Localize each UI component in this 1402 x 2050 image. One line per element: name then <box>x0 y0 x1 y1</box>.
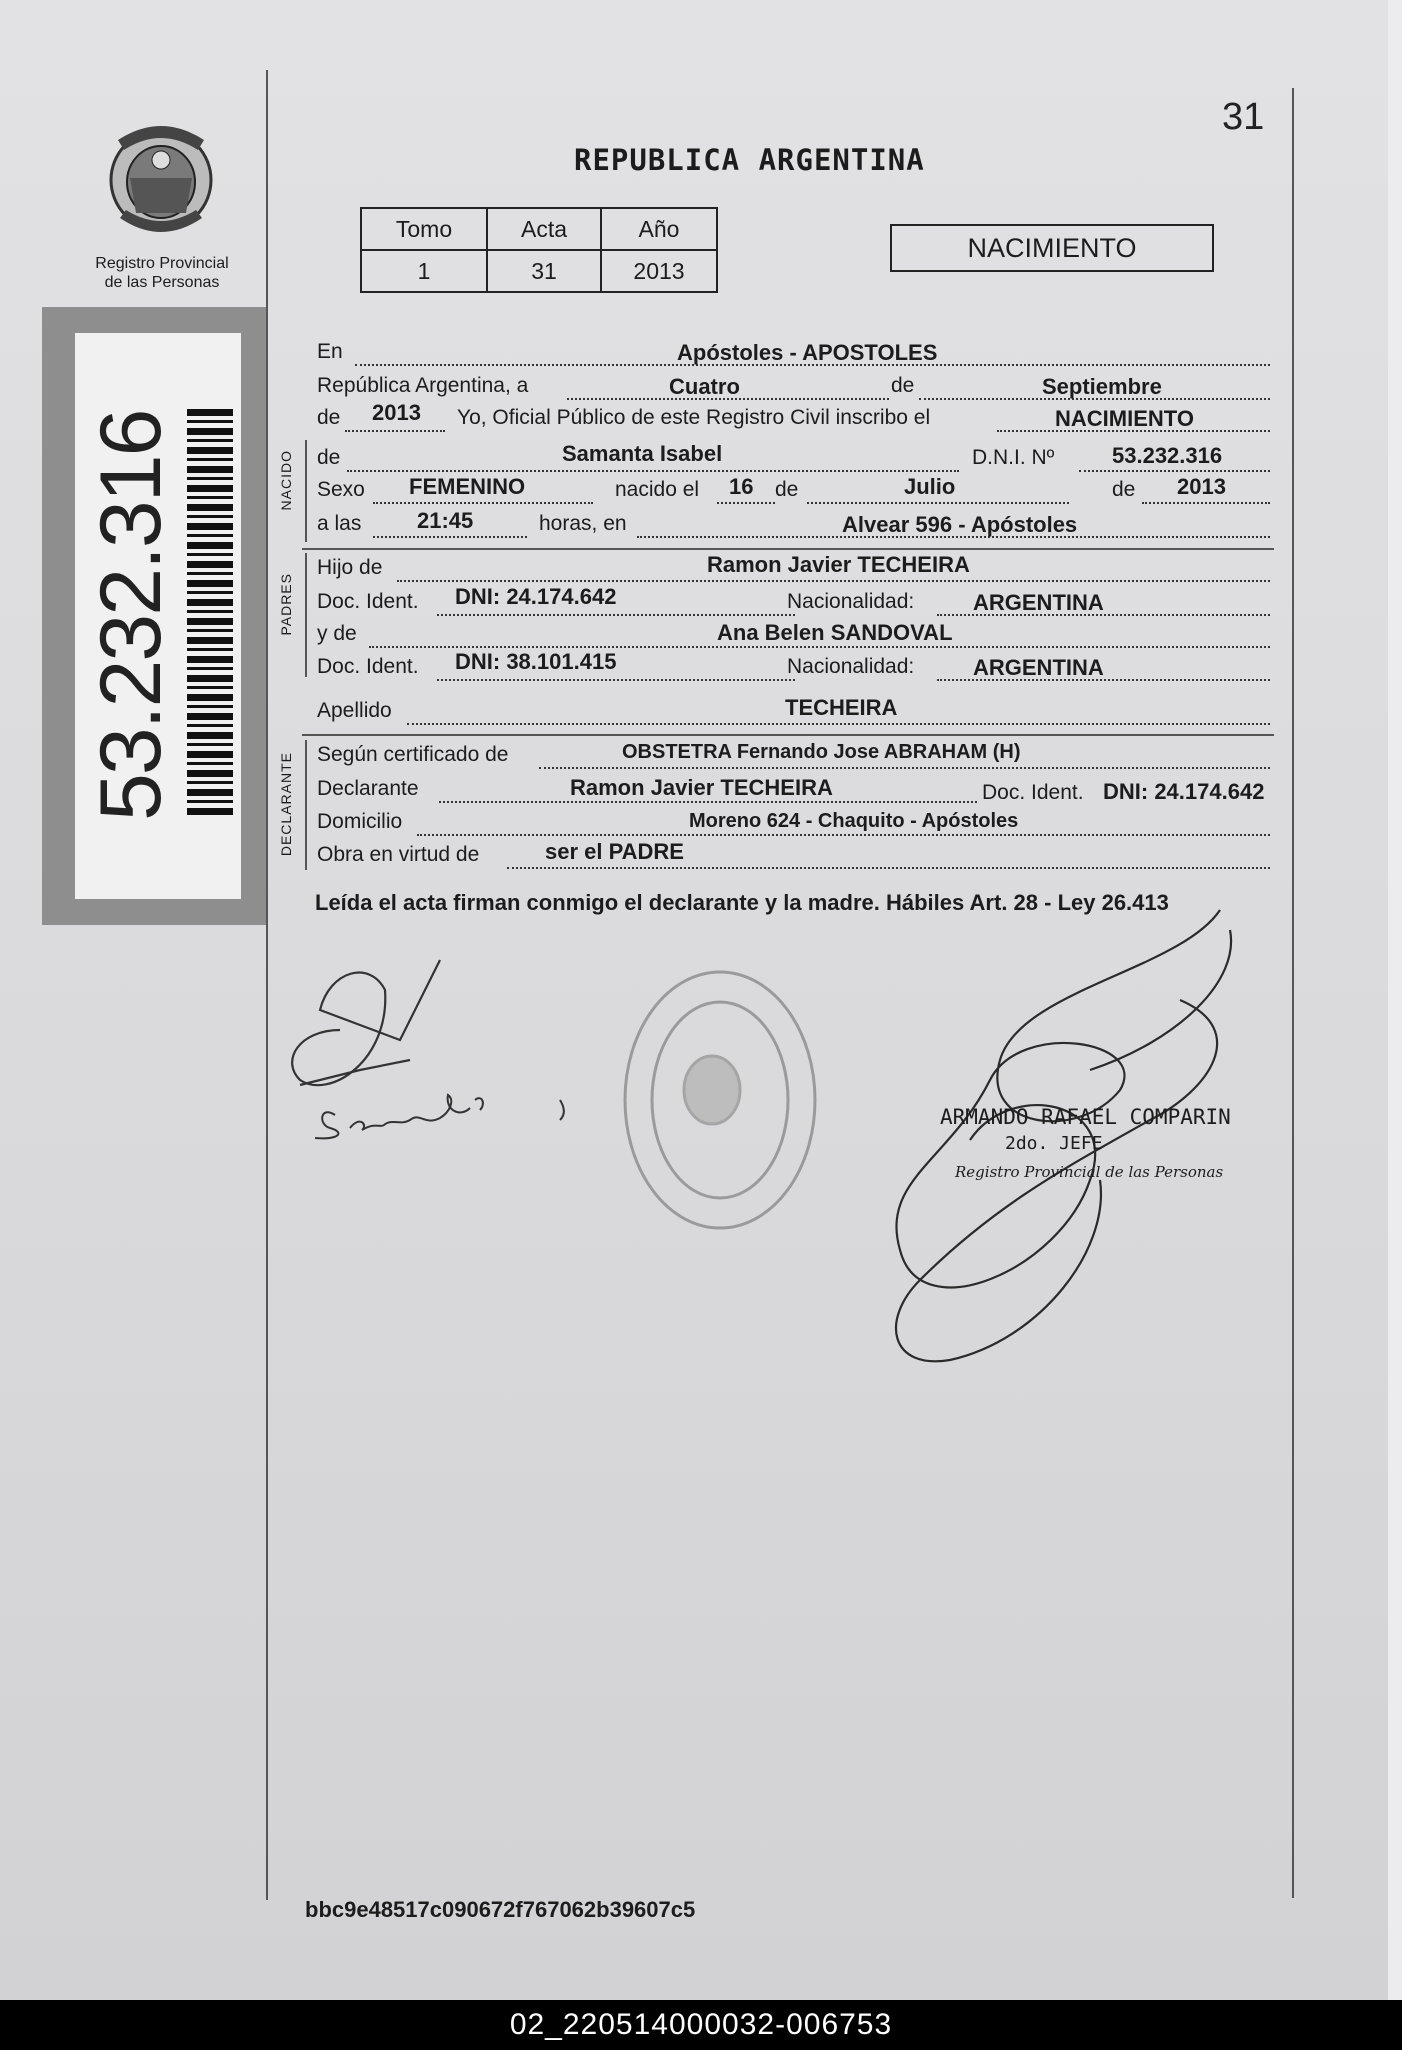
stamp-number: 53.232.316 <box>83 410 179 822</box>
declarant-address: Moreno 624 - Chaquito - Apóstoles <box>689 810 1019 832</box>
registry-caption <box>82 254 242 292</box>
birth-place: Alvear 596 - Apóstoles <box>842 512 1078 537</box>
sexo-value: FEMENINO <box>409 474 526 499</box>
closing-statement: Leída el acta firman conmigo el declarante y la madre. Hábiles Art. 28 - Ley 26.413 <box>315 890 1169 915</box>
nacido-label: nacido el <box>615 478 700 501</box>
dotted-line <box>373 502 593 504</box>
child-name: Samanta Isabel <box>562 441 723 466</box>
row-apellido <box>317 695 1272 729</box>
year-text: Yo, Oficial Público de este Registro Civil inscribo el <box>457 406 931 429</box>
mother-name: Ana Belen SANDOVAL <box>717 620 953 645</box>
registry-caption-line1: Registro Provincial <box>95 255 229 272</box>
father-dni: DNI: 24.174.642 <box>455 584 617 609</box>
section-label-padres: PADRES <box>278 573 294 636</box>
row-republica <box>317 374 1272 404</box>
declarante-label: Declarante <box>317 777 419 800</box>
declarant-name: Ramon Javier TECHEIRA <box>570 775 833 800</box>
row-declarante <box>317 777 1272 807</box>
birth-de2: de <box>1112 478 1136 501</box>
republica-label: República Argentina, a <box>317 374 529 397</box>
section-label-declarante: DECLARANTE <box>278 752 294 857</box>
dotted-line <box>1142 502 1270 504</box>
dotted-line <box>347 470 959 472</box>
row-hora <box>317 508 1272 542</box>
row-doc-father <box>317 584 1272 620</box>
y-de-label: y de <box>317 622 357 645</box>
birth-de1: de <box>775 478 799 501</box>
security-stamp <box>42 307 266 925</box>
page-title: REPUBLICA ARGENTINA <box>574 143 925 177</box>
dotted-line <box>1079 470 1270 472</box>
year-value: 2013 <box>372 400 421 425</box>
surname: TECHEIRA <box>785 695 898 720</box>
official-name: ARMANDO RAFAEL COMPARIN <box>940 1105 1231 1129</box>
section-bar-nacido <box>305 440 307 542</box>
anio-header: Año <box>601 208 717 250</box>
segun-label: Según certificado de <box>317 743 509 766</box>
birth-year: 2013 <box>1177 474 1226 499</box>
republica-de: de <box>891 374 915 397</box>
acta-value: 31 <box>487 250 601 292</box>
child-dni: 53.232.316 <box>1112 443 1223 468</box>
dotted-line <box>417 834 1270 836</box>
record-type-box: NACIMIENTO <box>890 224 1214 272</box>
barcode <box>187 409 233 819</box>
left-margin-line <box>266 70 268 1900</box>
misiones-crest-icon <box>100 118 222 243</box>
footer-id: 02_220514000032-006753 <box>509 2008 893 2041</box>
hijo-de-label: Hijo de <box>317 556 383 579</box>
row-domicilio <box>317 810 1272 840</box>
domicilio-label: Domicilio <box>317 810 403 833</box>
row-doc-mother <box>317 649 1272 685</box>
sexo-label: Sexo <box>317 478 365 501</box>
section-label-nacido: NACIDO <box>278 450 294 511</box>
row-sexo <box>317 474 1272 508</box>
document-hash: bbc9e48517c090672f767062b39607c5 <box>305 1897 696 1922</box>
footer-id-bar <box>0 2000 1402 2050</box>
row-obra <box>317 839 1272 873</box>
hora-label: a las <box>317 512 362 535</box>
anio-value: 2013 <box>601 250 717 292</box>
dotted-line <box>407 723 1270 725</box>
separator-2 <box>302 734 1274 736</box>
acta-header: Acta <box>487 208 601 250</box>
record-table-header <box>361 208 717 250</box>
doc1-label: Doc. Ident. <box>317 590 419 613</box>
page-number: 31 <box>1222 96 1265 138</box>
year-de: de <box>317 406 341 429</box>
dotted-line <box>507 867 1270 869</box>
declarant-dni: DNI: 24.174.642 <box>1103 779 1265 804</box>
stamp-inner <box>75 333 241 899</box>
row-en <box>317 340 1272 370</box>
row-year <box>317 400 1272 436</box>
declarant-role: ser el PADRE <box>545 839 684 864</box>
dotted-line <box>807 502 1069 504</box>
tomo-value: 1 <box>361 250 487 292</box>
registry-caption-line2: de las Personas <box>104 274 220 291</box>
dotted-line <box>437 614 795 616</box>
row-segun <box>317 743 1272 773</box>
right-margin-line <box>1292 88 1294 1898</box>
en-value: Apóstoles - APOSTOLES <box>677 340 938 365</box>
dotted-line <box>345 430 445 432</box>
mother-nationality: ARGENTINA <box>973 655 1104 680</box>
birth-time: 21:45 <box>417 508 474 533</box>
dotted-line <box>439 801 977 803</box>
dotted-line <box>369 646 1270 648</box>
record-kind: NACIMIENTO <box>1055 406 1194 431</box>
section-bar-padres <box>305 553 307 677</box>
dotted-line <box>717 502 775 504</box>
republica-day: Cuatro <box>669 374 740 399</box>
birth-day: 16 <box>729 474 754 499</box>
doc2-label: Doc. Ident. <box>317 655 419 678</box>
dni-label: D.N.I. Nº <box>972 446 1055 469</box>
official-title: 2do. JEFE <box>1005 1133 1103 1154</box>
father-name: Ramon Javier TECHEIRA <box>707 552 970 577</box>
name-de: de <box>317 446 341 469</box>
official-organization: Registro Provincial de las Personas <box>955 1163 1224 1181</box>
birth-month: Julio <box>904 474 956 499</box>
dotted-line <box>437 679 795 681</box>
certificate-issuer: OBSTETRA Fernando Jose ABRAHAM (H) <box>622 741 1021 763</box>
section-bar-declarante <box>305 740 307 870</box>
dotted-line <box>397 580 1270 582</box>
mother-dni: DNI: 38.101.415 <box>455 649 617 674</box>
republica-month: Septiembre <box>1042 374 1162 399</box>
page-edge <box>1388 0 1402 2000</box>
row-hijo-de <box>317 552 1272 586</box>
obra-label: Obra en virtud de <box>317 843 480 866</box>
row-name <box>317 441 1272 476</box>
separator-1 <box>302 548 1274 550</box>
record-table-values <box>361 250 717 292</box>
declarante-doc-label: Doc. Ident. <box>982 781 1084 804</box>
dotted-line <box>539 767 1270 769</box>
row-y-de <box>317 622 1272 652</box>
tomo-header: Tomo <box>361 208 487 250</box>
apellido-label: Apellido <box>317 699 392 722</box>
en-label: En <box>317 340 343 363</box>
record-table <box>360 207 718 293</box>
dotted-line <box>373 536 527 538</box>
doc2-nac-label: Nacionalidad: <box>787 655 915 678</box>
horas-label: horas, en <box>539 512 627 535</box>
doc1-nac-label: Nacionalidad: <box>787 590 915 613</box>
father-nationality: ARGENTINA <box>973 590 1104 615</box>
